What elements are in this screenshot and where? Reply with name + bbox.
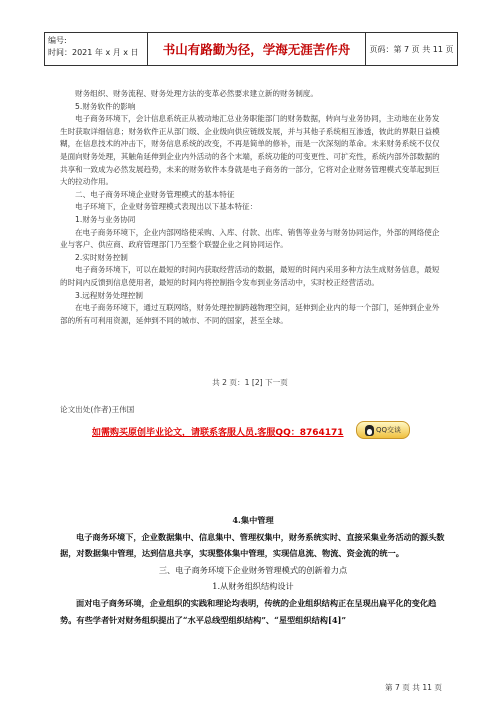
section-2 bbox=[60, 512, 446, 628]
page-footer: 第 7 页 共 11 页 bbox=[385, 683, 442, 692]
header-motto: 书山有路勤为径，学海无涯苦作舟 bbox=[148, 33, 366, 65]
pagination bbox=[0, 377, 500, 388]
paragraph: 电子商务环境下，会计信息系统正从被动地汇总业务职能部门的财务数据，转向与业务协同，主动地在业务发生时获取详细信息；财务软件正从部门级、企业级向供应链级发展，并与其他子系统相互渗透，彼此的界限日益模糊，在信息技术的冲击下，财务信息系统的改变，不再是简单的修补，而是一次深刻的革命。未来财务系统不仅仅是面向财务处理，其触角延伸到企业内外活动的各个末端，系统功能的可变更性、可扩充性，系统内部外部数据的共享和一致成为必然发展趋势，未来的财务软件本身就是电子商务的一部分，它将对企业财务管理模式变革起到巨大的拉动作用。 bbox=[60, 114, 440, 187]
subheading: 1.财务与业务协同 bbox=[75, 214, 136, 224]
paragraph: 电子商务环境下，企业数据集中、信息集中、管理权集中，财务系统实时、直接采集业务活动的源头数据，对数据集中管理，达到信息共享，实现整体集中管理，实现信息流、物流、资金流的统一。 bbox=[60, 531, 445, 559]
page-header-table bbox=[44, 32, 458, 66]
paragraph: 面对电子商务环境，企业组织的实践和理论均表明，传统的企业组织结构正在呈现出扁平化的变化趋势。有些学者针对财务组织提出了“水平总线型组织结构”、“星型组织结构[4]” bbox=[60, 597, 437, 625]
paragraph: 在电子商务环境下，企业内部网络使采购、入库、付款、出库、销售等业务与财务协同运作，外部的网络使企业与客户、供应商、政府管理部门乃至整个联盟企业之间协同运作。 bbox=[60, 227, 440, 250]
paragraph: 财务组织、财务流程、财务处理方法的变革必然要求建立新的财务制度。 bbox=[75, 89, 318, 98]
body-text bbox=[60, 88, 446, 327]
qq-chat-button[interactable] bbox=[356, 421, 410, 439]
section-heading: 三、电子商务环境下企业财务管理模式的创新着力点 bbox=[158, 564, 348, 575]
header-page-info: 页码：第 7 页 共 11 页 bbox=[369, 44, 454, 54]
time-label: 时间：2021 年 x 月 x 日 bbox=[48, 48, 139, 57]
pagination-total: 共 2 页：1 bbox=[212, 378, 250, 387]
subheading: 1.从财务组织结构设计 bbox=[212, 581, 294, 592]
source-note: 论文出处(作者)王伟国 bbox=[60, 405, 135, 414]
subheading: 3.远程财务处理控制 bbox=[75, 290, 143, 300]
paragraph: 在电子商务环境下，通过互联网络，财务处理控制跨越物理空间，延伸到企业内的每一个部门，延伸到企业外部的所有可利用资源，延伸到不同的城市、不同的国家，甚至全球。 bbox=[60, 303, 440, 325]
paragraph: 电子商务环境下，可以在最短的时间内获取经营活动的数据，最短的时间内采用多种方法生成财务信息，最短的时间内反馈到信息使用者，最短的时间内将控制指令发布到业务活动中，实时校正经营活动。 bbox=[60, 265, 440, 287]
paragraph: 电子环境下，企业财务管理模式表现出以下基本特征： bbox=[75, 202, 258, 212]
section-title: 4.集中管理 bbox=[232, 515, 274, 525]
section-heading: 二、电子商务环境企业财务管理模式的基本特征 bbox=[75, 189, 235, 199]
subheading: 2.实时财务控制 bbox=[75, 252, 128, 262]
qq-chat-label: QQ交谈 bbox=[375, 426, 402, 434]
pagination-current: [2] bbox=[251, 378, 263, 387]
ad-link[interactable]: 如需购买原创毕业论文，请联系客服人员.客服QQ：8764171 bbox=[92, 428, 344, 438]
number-label: 编号: bbox=[48, 36, 67, 45]
subheading: 5.财务软件的影响 bbox=[75, 101, 136, 111]
pagination-next-link[interactable]: 下一页 bbox=[265, 378, 288, 387]
header-meta bbox=[45, 33, 148, 65]
qq-penguin-icon bbox=[365, 425, 374, 436]
